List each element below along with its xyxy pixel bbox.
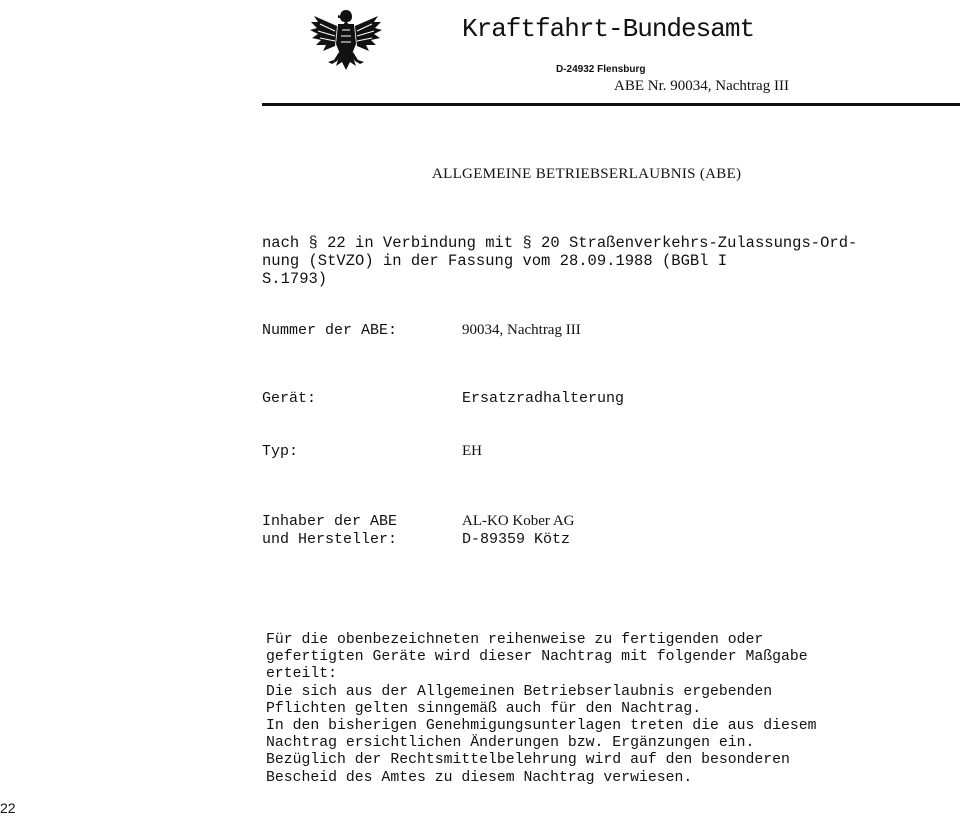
field-value-device: Ersatzradhalterung xyxy=(462,390,625,407)
field-label-type: Typ: xyxy=(262,443,299,460)
federal-eagle-icon xyxy=(308,4,384,78)
body-line: Bezüglich der Rechtsmittelbelehrung wird auf den besonderen xyxy=(266,752,790,769)
header-rule xyxy=(262,103,960,106)
body-line: gefertigten Geräte wird dieser Nachtrag mit folgender Maßgabe xyxy=(266,649,808,666)
body-line: Die sich aus der Allgemeinen Betriebserlaubnis ergebenden xyxy=(266,683,773,700)
legal-basis xyxy=(262,234,857,288)
body-line: Für die obenbezeichneten reihenweise zu fertigenden oder xyxy=(266,632,764,648)
body-line: In den bisherigen Genehmigungsunterlagen treten die aus diesem xyxy=(266,718,817,735)
field-label-device: Gerät: xyxy=(262,390,317,407)
legal-basis-line: S.1793) xyxy=(262,270,328,288)
document-heading: ALLGEMEINE BETRIEBSERLAUBNIS (ABE) xyxy=(432,166,742,182)
body-line: Nachtrag ersichtlichen Änderungen bzw. Ergänzungen ein. xyxy=(266,735,755,752)
field-label-holder-line1: Inhaber der ABE xyxy=(262,513,398,530)
field-value-holder-company: AL-KO Kober AG xyxy=(462,513,575,529)
field-value-holder-address: D-89359 Kötz xyxy=(462,531,571,548)
legal-basis-line: nach § 22 in Verbindung mit § 20 Straßenverkehrs-Zulassungs-Ord- xyxy=(262,234,858,252)
field-label-abe-number: Nummer der ABE: xyxy=(262,322,398,339)
page-number: 22 xyxy=(0,800,16,816)
field-label-holder-line2: und Hersteller: xyxy=(262,531,398,548)
authority-title: Kraftfahrt-Bundesamt xyxy=(462,14,755,44)
document-body xyxy=(266,632,817,787)
body-line: Bescheid des Amtes zu diesem Nachtrag verwiesen. xyxy=(266,769,693,786)
field-value-abe-number: 90034, Nachtrag III xyxy=(462,322,581,338)
field-value-type: EH xyxy=(462,443,482,459)
body-line: erteilt: xyxy=(266,666,338,683)
body-line: Pflichten gelten sinngemäß auch für den Nachtrag. xyxy=(266,700,702,717)
authority-location: D-24932 Flensburg xyxy=(556,64,646,75)
legal-basis-line: nung (StVZO) in der Fassung vom 28.09.1988 (BGBl I xyxy=(262,252,728,270)
document-reference: ABE Nr. 90034, Nachtrag III xyxy=(614,78,789,94)
